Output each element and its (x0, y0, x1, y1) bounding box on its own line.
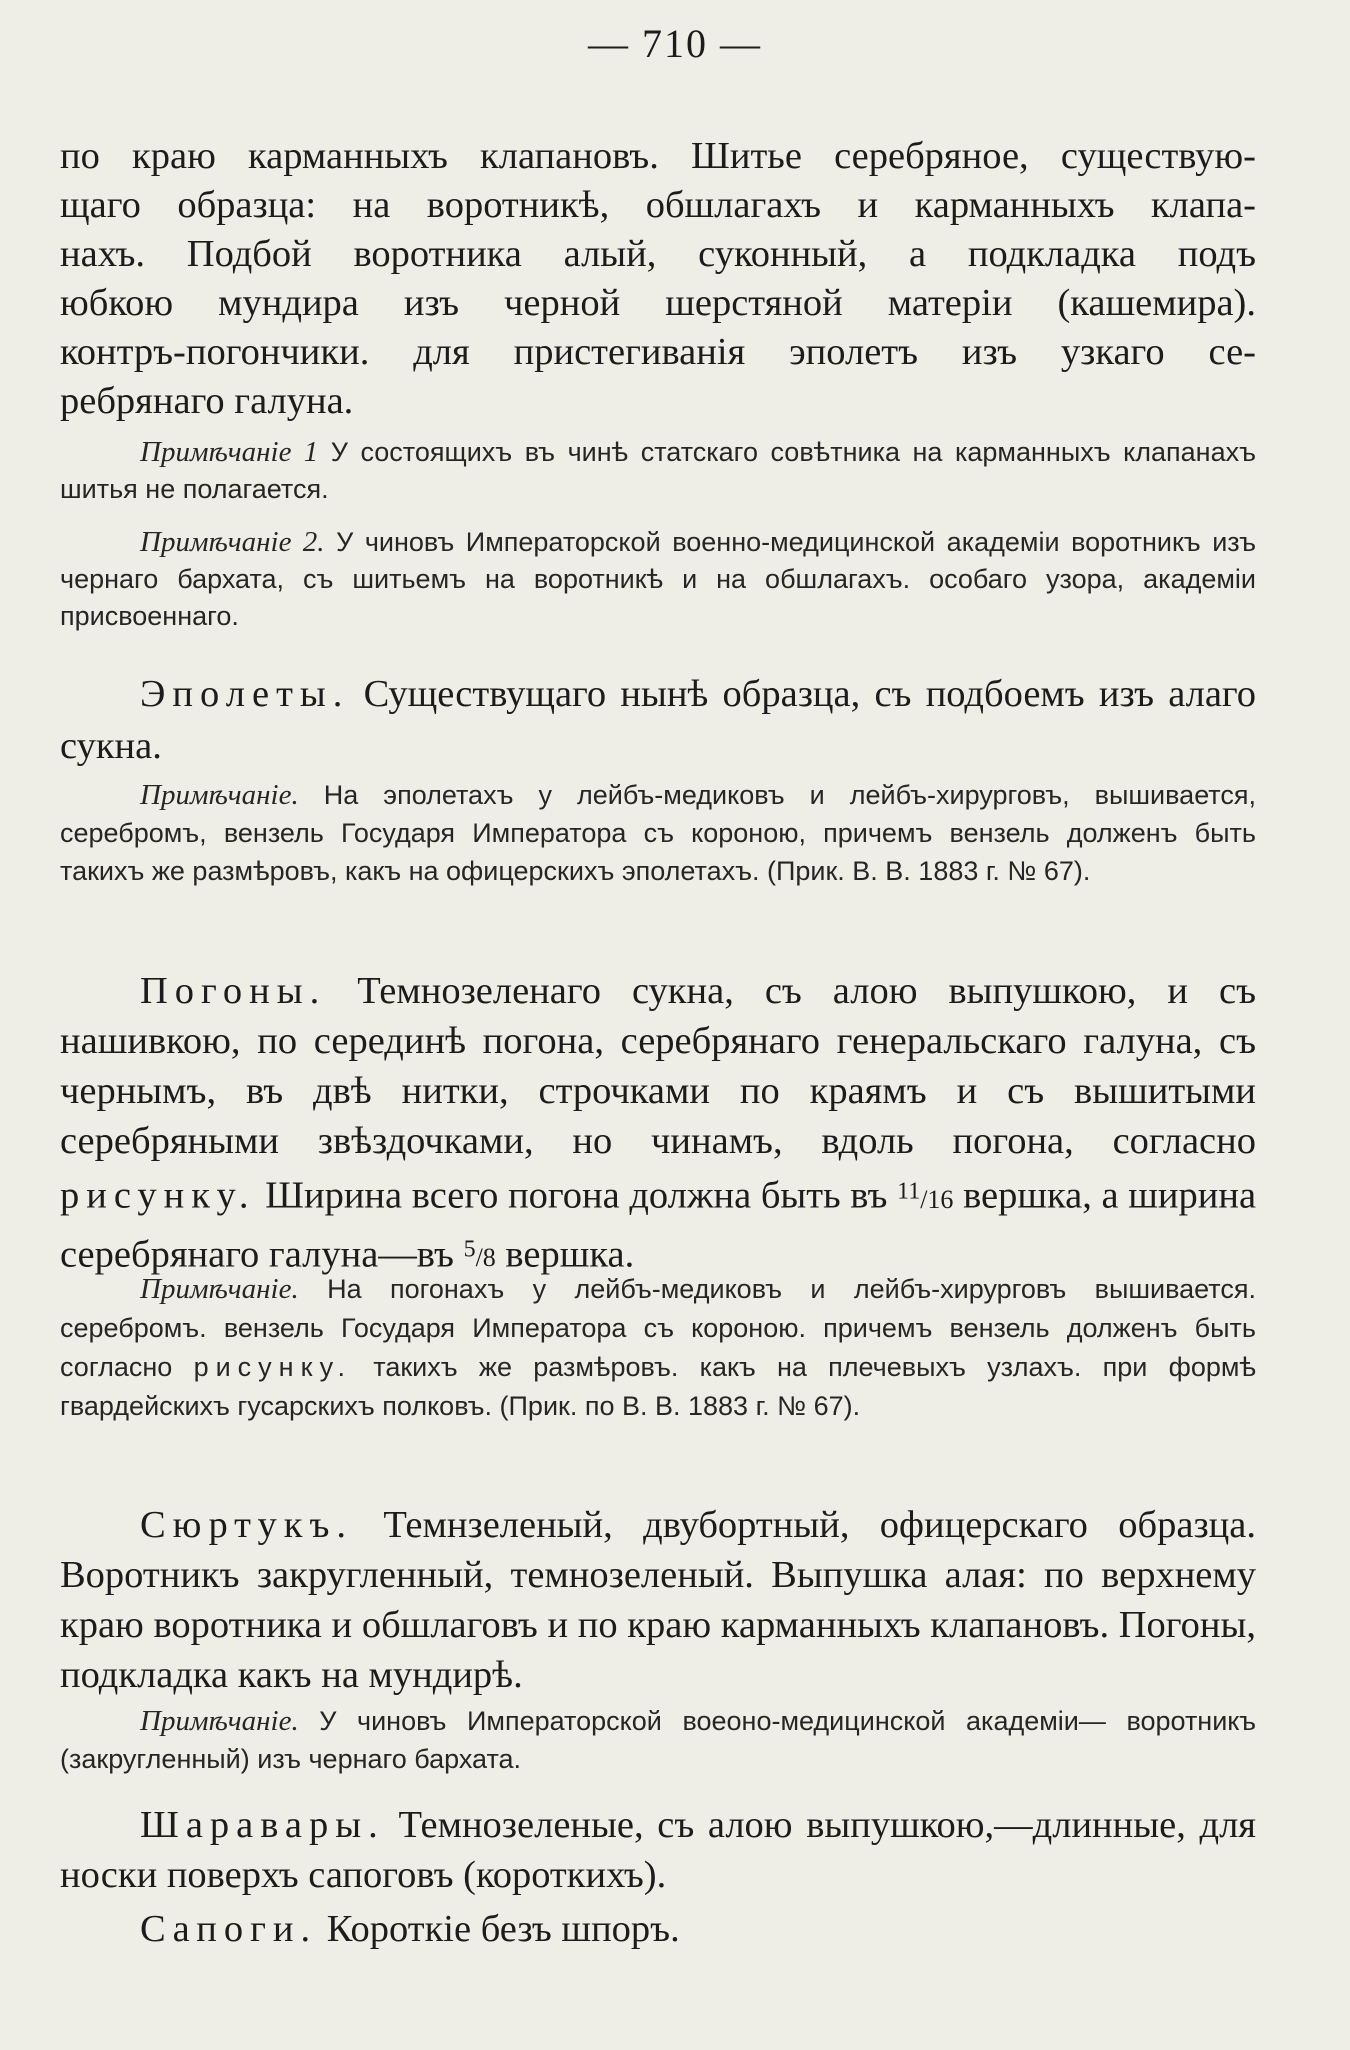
section-text: Существущаго нынѣ образца, съ подбоемъ изъ алаго сукна. (60, 673, 1257, 767)
note-text: У чиновъ Императорской воеоно-медицинской академіи— воротникъ (закругленный) изъ чернаго бархата. (60, 1706, 1256, 1774)
text-line: ребрянаго галуна. (60, 380, 354, 422)
note-1 (60, 434, 1256, 508)
fraction: $^5$/8 (463, 1236, 496, 1273)
text-line: нахъ. Подбой воротника алый, суконный, а подкладка подъ (60, 233, 1256, 275)
section-text: вершка. (505, 1233, 635, 1276)
fraction: $^{11}$/16 (897, 1178, 954, 1214)
note-label: Примѣчаніе. (140, 1705, 299, 1737)
text-line: щаго образца: на воротникѣ, обшлагахъ и карманныхъ клапа- (60, 184, 1256, 226)
section-heading: Эполеты. (140, 673, 350, 715)
note-text: На погонахъ у лейбъ-медиковъ и лейбъ-хирурговъ вышивается. серебромъ. вензель Государя Императора съ короною. причемъ вензель долженъ быть согласно (60, 1274, 1256, 1382)
section-text: Темнзеленый, двубортный, офицерскаго образца. Воротникъ закругленный, темнозеленый. Выпушка алая: по верхнему краю воротника и обшлаговъ и по краю карманныхъ клапановъ. Погоны, подкладка какъ на мундирѣ. (60, 1504, 1257, 1696)
section-trousers (60, 1800, 1256, 1900)
section-heading: Сапоги. (140, 1908, 318, 1950)
note-label: Примѣчаніе 1 (140, 436, 319, 468)
note-label: Примѣчаніе 2. (140, 526, 325, 558)
paragraph-uniform-continued (60, 132, 1256, 426)
text-line: юбкою мундира изъ черной шерстяной матеріи (кашемира). (60, 282, 1256, 324)
note-label: Примѣчаніе. (140, 779, 299, 811)
section-boots (60, 1904, 1256, 1954)
note-label: Примѣчаніе. (140, 1273, 299, 1305)
section-text: Темнозеленые, съ алою выпушкою,—длинные, для носки поверхъ сапоговъ (короткихъ). (60, 1804, 1257, 1896)
note-5 (60, 1702, 1256, 1778)
section-frock-coat (60, 1500, 1256, 1700)
note-text: такихъ же размѣровъ. какъ на плечевыхъ узлахъ. при формѣ гвардейскихъ гусарскихъ полковъ. (Прик. по В. В. 1883 г. № 67). (60, 1352, 1256, 1421)
section-text: Короткіе безъ шпоръ. (326, 1908, 680, 1950)
section-epaulettes (60, 668, 1256, 772)
note-2 (60, 524, 1256, 635)
text-line: контръ-погончики. для пристегиванія эполетъ изъ узкаго се- (60, 331, 1256, 373)
section-heading: Погоны. (140, 970, 327, 1012)
section-heading: Шаравары. (140, 1804, 385, 1846)
note-text: У состоящихъ въ чинѣ статскаго совѣтника на карманныхъ клапанахъ шитья не полагается. (60, 437, 1256, 504)
note-text: У чиновъ Императорской военно-медицинской академіи воротникъ изъ чернаго бархата, съ шитьемъ на воротникѣ и на обшлагахъ. особаго узора, академіи присвоеннаго. (60, 527, 1256, 631)
page-number: — 710 — (588, 21, 762, 66)
note-text: На эполетахъ у лейбъ-медиковъ и лейбъ-хирурговъ, вышивается, серебромъ, вензель Государя Императора съ короною, причемъ вензель долженъ быть такихъ же размѣровъ, какъ на офицерскихъ эполетахъ. (Прик. В. В. 1883 г. № 67). (60, 780, 1256, 886)
spaced-word: рисунку. (60, 1174, 256, 1217)
spaced-word: рисунку. (193, 1352, 352, 1382)
section-text: Ширина всего погона должна быть въ (265, 1174, 888, 1217)
text-line: по краю карманныхъ клапановъ. Шитье серебряное, существую- (60, 135, 1256, 177)
section-shoulder-straps (60, 966, 1256, 1283)
note-4 (60, 1270, 1256, 1426)
section-text: Темнозеленаго сукна, съ алою выпушкою, и съ нашивкою, по серединѣ погона, серебрянаго генеральскаго галуна, съ чернымъ, въ двѣ нитки, строчками по краямъ и съ вышитыми серебряными звѣздочками, но чинамъ, вдоль погона, согласно (60, 970, 1256, 1162)
section-heading: Сюртукъ. (140, 1504, 353, 1546)
note-3 (60, 776, 1256, 890)
section-text: вершка, а ширина серебрянаго галуна—въ (60, 1174, 1257, 1276)
